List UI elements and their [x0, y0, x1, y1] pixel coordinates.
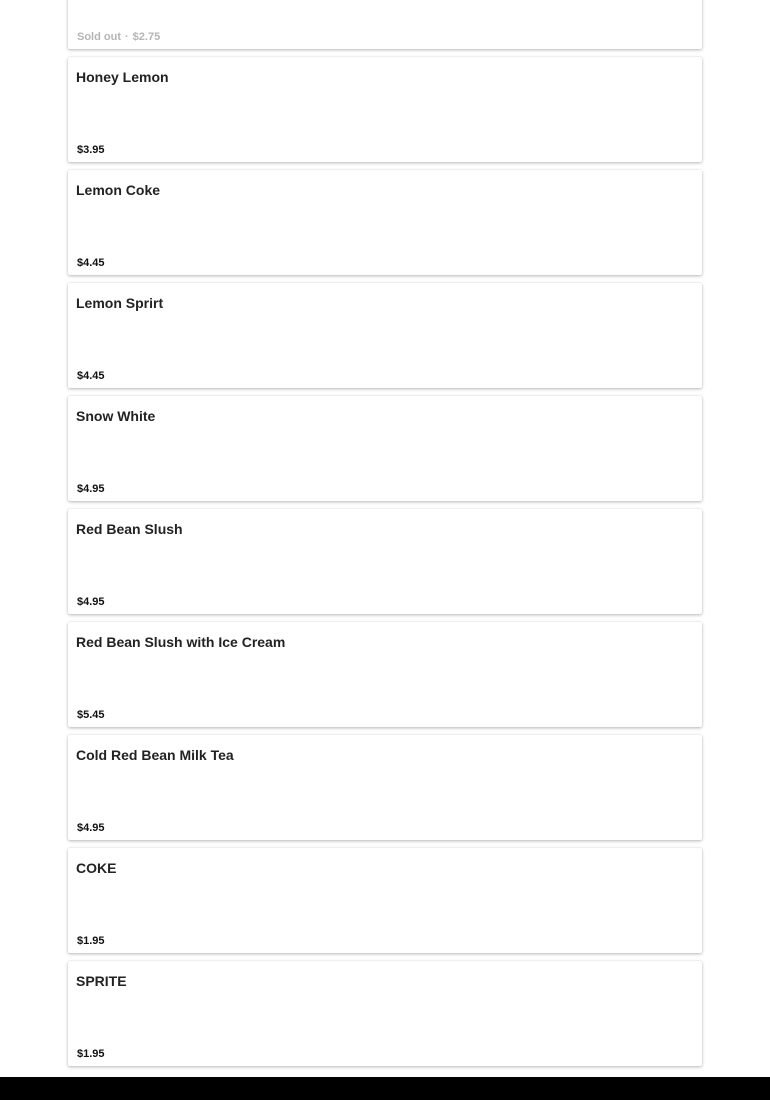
menu-item-name: Lemon Coke [76, 182, 161, 198]
menu-item-name: COKE [76, 860, 117, 876]
bottom-bar [0, 1077, 770, 1100]
menu-item-card[interactable] [68, 283, 702, 388]
menu-item-price: $1.95 [77, 1048, 105, 1060]
menu-item-card[interactable] [68, 170, 702, 275]
menu-item-name: Snow White [76, 408, 156, 424]
menu-item-name: Honey Lemon [76, 69, 169, 85]
menu-item-card[interactable] [68, 735, 702, 840]
meta-separator: · [125, 31, 129, 43]
menu-item-price: $3.95 [77, 144, 105, 156]
menu-item-price: $4.95 [77, 483, 105, 495]
menu-item-name: Red Bean Slush [76, 521, 183, 537]
menu-item-name: Lemon Sprirt [76, 295, 164, 311]
menu-item-name: SPRITE [76, 973, 127, 989]
menu-item-price: $4.45 [77, 370, 105, 382]
menu-item-price: $5.45 [77, 709, 105, 721]
menu-item-price: $1.95 [77, 935, 105, 947]
sold-out-label: Sold out [77, 31, 121, 43]
menu-item-price: $4.95 [77, 822, 105, 834]
menu-item-card[interactable] [68, 509, 702, 614]
menu-item-card[interactable] [68, 848, 702, 953]
menu-item-name: Red Bean Slush with Ice Cream [76, 634, 286, 650]
menu-item-price: $4.95 [77, 596, 105, 608]
menu-item-list [68, 0, 702, 1074]
menu-item-price: $4.45 [77, 257, 105, 269]
menu-item-name: Cold Red Bean Milk Tea [76, 747, 234, 763]
menu-item-card[interactable] [68, 622, 702, 727]
menu-item-price: $2.75 [132, 31, 161, 43]
menu-item-meta [77, 31, 160, 43]
menu-item-card-sold-out[interactable] [68, 0, 702, 49]
menu-item-card[interactable] [68, 57, 702, 162]
menu-item-card[interactable] [68, 961, 702, 1066]
menu-item-card[interactable] [68, 396, 702, 501]
